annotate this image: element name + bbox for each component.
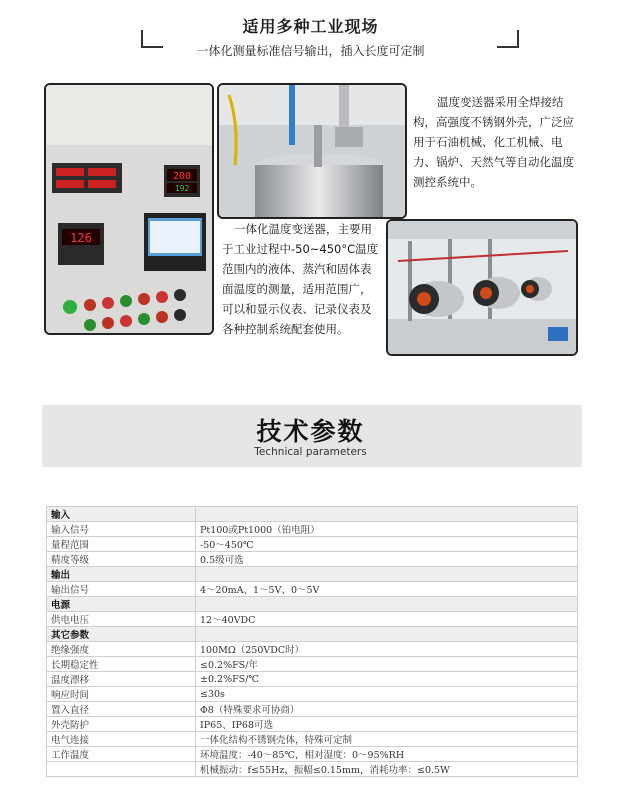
param-name-cell: 响应时间 [47,687,196,702]
param-name-cell: 供电电压 [47,612,196,627]
tank-illustration [219,85,405,217]
table-row [47,522,578,537]
param-name-cell: 输出信号 [47,582,196,597]
boiler-room-illustration [388,221,576,354]
param-name-cell: 绝缘强度 [47,642,196,657]
table-section-row [47,507,578,522]
table-row [47,612,578,627]
param-name-cell: 温度漂移 [47,672,196,687]
param-value-cell: 环境温度：-40～85℃，相对湿度：0～95%RH [196,747,578,762]
boiler-room-photo [386,219,578,356]
param-value-cell: Pt100或Pt1000（铂电阻） [196,522,578,537]
param-name-cell: 长期稳定性 [47,657,196,672]
control-panel-photo [44,83,214,335]
tech-title: 技术参数 [256,417,365,446]
table-row [47,552,578,567]
table-row [47,732,578,747]
section-subtitle: 一体化测量标准信号输出，插入长度可定制 [196,44,425,58]
spec-table [46,506,578,777]
display-reading-200: 200 [172,171,192,182]
table-section-row [47,627,578,642]
section-empty-cell [196,567,578,582]
control-panel-illustration [46,85,212,333]
param-name-cell: 精度等级 [47,552,196,567]
table-row [47,537,578,552]
table-row [47,762,578,777]
table-row [47,702,578,717]
section-label: 输出 [47,567,196,582]
param-value-cell: Φ8（特殊要求可协商） [196,702,578,717]
table-row [47,642,578,657]
param-value-cell: ≤30s [196,687,578,702]
param-value-cell: ±0.2%FS/℃ [196,672,578,687]
param-value-cell: 机械振动：f≤55Hz，振幅≤0.15mm，消耗功率：≤0.5W [196,762,578,777]
param-name-cell: 输入信号 [47,522,196,537]
section-label: 输入 [47,507,196,522]
param-name-cell: 外壳防护 [47,717,196,732]
param-value-cell: ≤0.2%FS/年 [196,657,578,672]
param-value-cell: 12～40VDC [196,612,578,627]
table-row [47,657,578,672]
param-name-cell: 量程范围 [47,537,196,552]
table-row [47,672,578,687]
param-value-cell: 100MΩ（250VDC时） [196,642,578,657]
tank-photo [217,83,407,219]
tech-subtitle: Technical parameters [254,446,367,458]
table-row [47,717,578,732]
param-name-cell: 电气连接 [47,732,196,747]
display-reading-192: 192 [174,184,190,193]
display-reading-126: 126 [70,231,92,245]
description-paragraph-2: 一体化温度变送器，主要用于工业过程中-50~450°C温度范围内的液体、蒸汽和固体表面温度的测量，适用范围广，可以和显示仪表、记录仪表及各种控制系统配套使用。 [222,222,379,336]
table-row [47,747,578,762]
description-paragraph-1: 温度变送器采用全焊接结构，高强度不锈钢外壳，广泛应用于石油机械、化工机械、电力、锅炉、天然气等自动化温度测控系统中。 [413,95,574,189]
param-value-cell: 0.5级可选 [196,552,578,567]
section-label: 电源 [47,597,196,612]
param-value-cell: -50～450℃ [196,537,578,552]
table-section-row [47,567,578,582]
section-empty-cell [196,507,578,522]
section-label: 其它参数 [47,627,196,642]
table-section-row [47,597,578,612]
param-value-cell: 4～20mA、1～5V、0～5V [196,582,578,597]
table-row [47,687,578,702]
section-empty-cell [196,627,578,642]
section-title: 适用多种工业现场 [242,17,379,36]
param-name-cell: 工作温度 [47,747,196,762]
param-name-cell [47,762,196,777]
param-name-cell: 置入直径 [47,702,196,717]
section-empty-cell [196,597,578,612]
param-value-cell: 一体化结构不锈钢壳体，特殊可定制 [196,732,578,747]
table-row [47,582,578,597]
param-value-cell: IP65、IP68可选 [196,717,578,732]
